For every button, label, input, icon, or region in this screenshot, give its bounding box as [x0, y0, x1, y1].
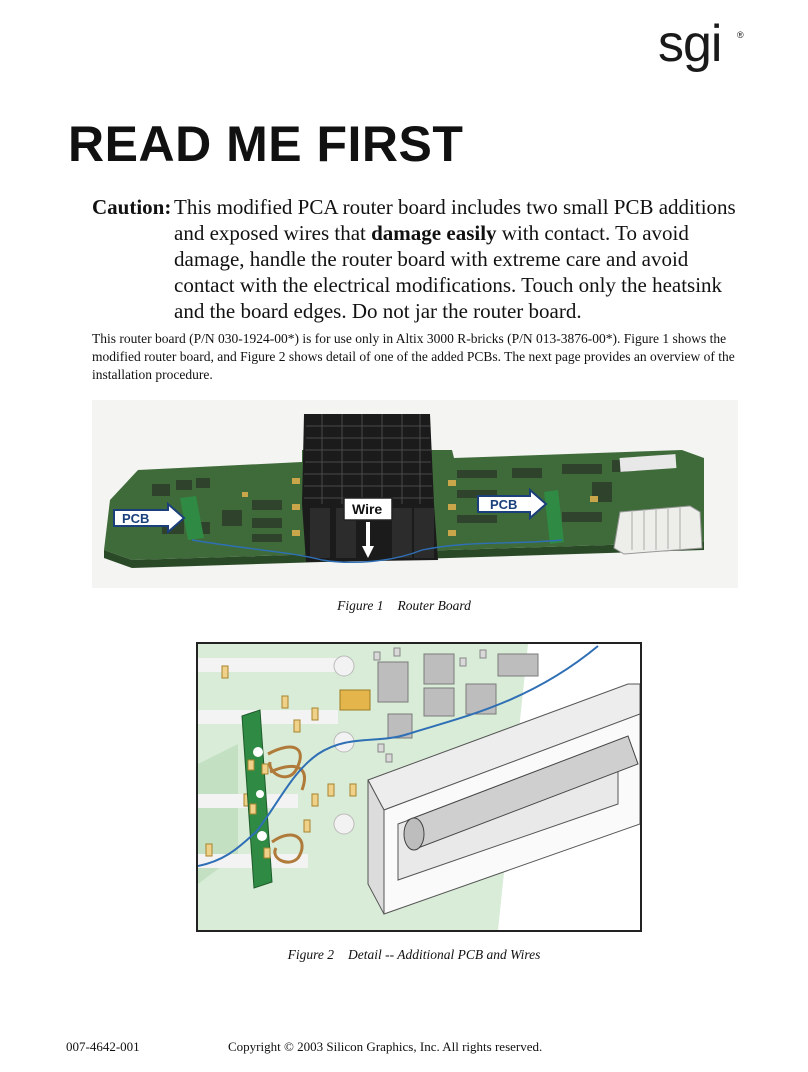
- caution-text-start: This modified PCA router board includes two small PCB additions and exposed wires that: [174, 195, 736, 245]
- caution-body: [174, 194, 754, 324]
- logo-text: sgi: [658, 15, 722, 73]
- page-title: READ ME FIRST: [68, 116, 464, 172]
- logo-registered-mark: ®: [737, 30, 744, 40]
- wire-label: Wire: [352, 501, 383, 517]
- figure2-number: Figure 2: [287, 947, 334, 962]
- figure1-number: Figure 1: [337, 598, 384, 613]
- pcb-detail-figure: [196, 642, 642, 932]
- connector-icon: [614, 506, 702, 554]
- pcb-right-label: PCB: [490, 497, 518, 512]
- caution-label: Caution:: [92, 195, 172, 219]
- figure2-caption: [0, 947, 808, 963]
- caution-text-end: with contact. To avoid damage, handle the router board with extreme care and avoid contact with the electrical modifications. Touch only the heatsink and the board edges. Do not jar the router board.: [174, 221, 723, 323]
- copyright-notice: Copyright © 2003 Silicon Graphics, Inc. All rights reserved.: [228, 1039, 543, 1054]
- intro-paragraph: This router board (P/N 030-1924-00*) is for use only in Altix 3000 R-bricks (P/N 013-3876-00*). Figure 1 shows the modified router board, and Figure 2 shows detail of one of the added PCBs. The next page provides an overview of the installation procedure.: [92, 331, 735, 382]
- router-board-figure: [92, 400, 738, 588]
- caution-emphasis: damage easily: [371, 221, 497, 245]
- figure2-title: Detail -- Additional PCB and Wires: [348, 947, 541, 962]
- document-number: 007-4642-001: [66, 1039, 140, 1054]
- sgi-logo: [658, 15, 744, 90]
- figure1-caption: [0, 598, 808, 614]
- pcb-detail-illustration: [198, 644, 640, 930]
- pcb-left-label: PCB: [122, 511, 150, 526]
- capacitor-icon: [340, 690, 370, 710]
- figure1-title: Router Board: [397, 598, 471, 613]
